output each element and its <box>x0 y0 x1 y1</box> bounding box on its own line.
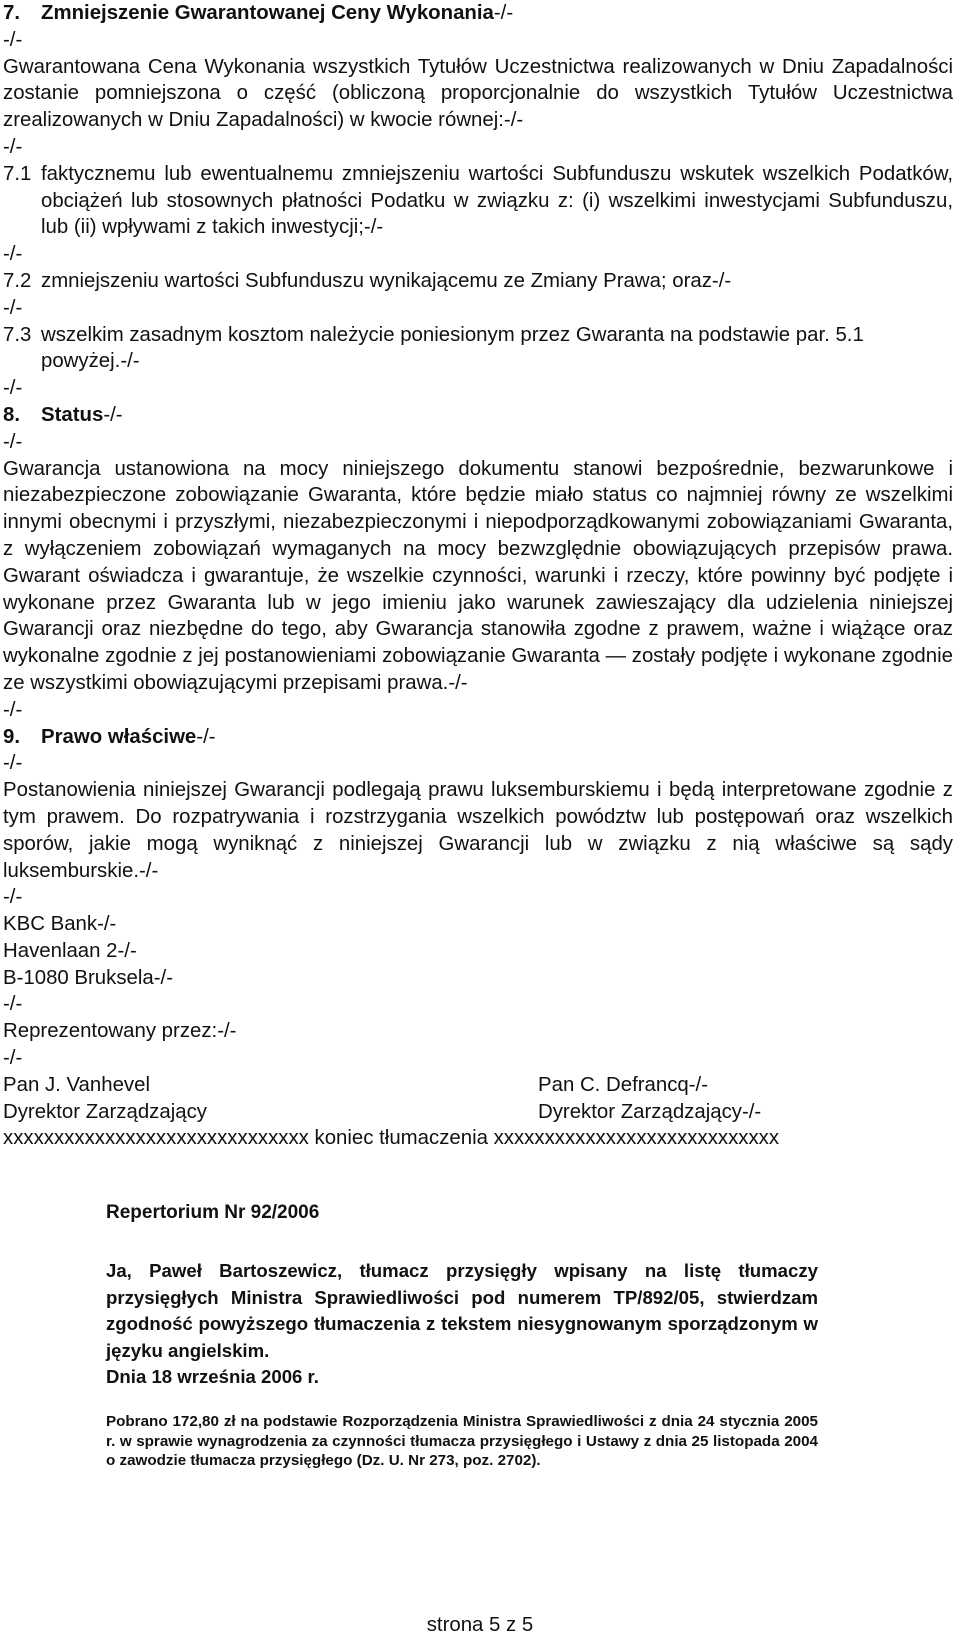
section-title: Prawo właściwe <box>41 725 197 748</box>
item-number: 7.2 <box>3 269 32 292</box>
section-title: Zmniejszenie Gwarantowanej Ceny Wykonania <box>41 2 494 24</box>
separator-marker: -/- <box>3 430 23 453</box>
signatory-title: Dyrektor Zarządzający <box>3 1100 207 1123</box>
section-title: Status <box>41 403 104 426</box>
list-item <box>3 268 953 295</box>
list-item <box>3 322 953 376</box>
item-number: 7.3 <box>3 323 32 346</box>
section-number: 7. <box>3 2 21 24</box>
address-line: KBC Bank-/- <box>3 913 117 936</box>
separator-marker: -/- <box>3 886 23 909</box>
separator-marker: -/- <box>3 243 23 266</box>
separator-marker: -/- <box>3 377 23 400</box>
signatory-titles <box>3 1099 953 1126</box>
separator-marker: -/- <box>3 993 23 1016</box>
item-text: faktycznemu lub ewentualnemu zmniejszeniu wartości Subfunduszu wskutek wszelkich Podatków, obciążeń lub stosownych płatności Podatku w związku z: (i) wszelkimi inwestycjami Subfunduszu, lub (ii) wpływami z takich inwestycji;-/- <box>41 162 953 239</box>
page-number: strona 5 z 5 <box>426 1614 534 1636</box>
section-8-body: Gwarancja ustanowiona na mocy niniejszego dokumentu stanowi bezpośrednie, bezwarunkowe i niezabezpieczone zobowiązanie Gwaranta, które będzie miało status co najmniej równy ze wszelkimi innymi obecnymi i przyszłymi, niezabezpieczonymi i niepodporządkowanymi zobowiązaniami Gwaranta, z wyłączeniem zobowiązań wymaganych na mocy bezwzględnie obowiązujących przepisów prawa. Gwarant oświadcza i gwarantuje, że wszelkie czynności, warunki i rzeczy, które powinny być podjęte i wykonane przez Gwaranta lub w jego imieniu jako warunek zawieszający dla udzielenia niniejszej Gwarancji oraz niezbędne do tego, aby Gwarancja stanowiła zgodne z prawem, ważne i wiążące oraz wykonalne zgodnie z jej postanowieniami zobowiązanie Gwaranta — zostały podjęte i wykonane zgodnie ze wszystkimi obowiązującymi przepisami prawa.-/- <box>3 457 953 694</box>
separator-marker: -/- <box>3 296 23 319</box>
address-line: B-1080 Bruksela-/- <box>3 966 173 989</box>
address-line: Havenlaan 2-/- <box>3 939 137 962</box>
section-marker: -/- <box>196 725 216 748</box>
repertorium-number: Repertorium Nr 92/2006 <box>106 1202 320 1223</box>
item-text: wszelkim zasadnym kosztom należycie poniesionym przez Gwaranta na podstawie par. 5.1 powyżej.-/- <box>41 323 864 373</box>
section-marker: -/- <box>103 403 123 426</box>
signatory-title: Dyrektor Zarządzający-/- <box>538 1100 762 1123</box>
declaration-date: Dnia 18 września 2006 r. <box>106 1366 319 1388</box>
signatory-name: Pan J. Vanhevel <box>3 1073 150 1096</box>
item-text: zmniejszeniu wartości Subfunduszu wynikającemu ze Zmiany Prawa; oraz-/- <box>41 269 732 292</box>
section-7-intro: Gwarantowana Cena Wykonania wszystkich Tytułów Uczestnictwa realizowanych w Dniu Zapadalności zostanie pomniejszona o część (obliczoną proporcjonalnie do wszystkich Tytułów Uczestnictwa zrealizowanych w Dniu Zapadalności) w kwocie równej:-/- <box>3 55 953 132</box>
item-number: 7.1 <box>3 162 32 185</box>
separator-marker: -/- <box>3 135 23 158</box>
separator-marker: -/- <box>3 28 23 51</box>
section-9-body: Postanowienia niniejszej Gwarancji podlegają prawu luksemburskiemu i będą interpretowane zgodnie z tym prawem. Do rozpatrywania i rozstrzygania wszelkich powództw lub postępowań oraz wszelkich sporów, jakie mogą wyniknąć z niniejszej Gwarancji lub w związku z nią właściwe są sądy luksemburskie.-/- <box>3 779 953 882</box>
signatory-name: Pan C. Defrancq-/- <box>538 1073 708 1096</box>
section-9-heading <box>3 724 953 751</box>
section-marker: -/- <box>493 2 514 24</box>
separator-marker: -/- <box>3 1047 23 1070</box>
section-number: 9. <box>3 725 21 748</box>
fee-note: Pobrano 172,80 zł na podstawie Rozporządzenia Ministra Sprawiedliwości z dnia 24 stycznia 2005 r. w sprawie wynagrodzenia za czynności tłumacza przysięgłego i Ustawy z dnia 25 listopada 2004 o zawodzie tłumacza przysięgłego (Dz. U. Nr 273, poz. 2702). <box>106 1413 818 1470</box>
separator-marker: -/- <box>3 698 23 721</box>
list-item <box>3 161 953 241</box>
end-of-translation-marker: xxxxxxxxxxxxxxxxxxxxxxxxxxxxxx koniec tłumaczenia xxxxxxxxxxxxxxxxxxxxxxxxxxxx <box>3 1127 780 1150</box>
document-body <box>3 0 953 1152</box>
signatory-names <box>3 1072 953 1099</box>
separator-marker: -/- <box>3 752 23 775</box>
declaration-text: Ja, Paweł Bartoszewicz, tłumacz przysięgły wpisany na listę tłumaczy przysięgłych Ministra Sprawiedliwości pod numerem TP/892/05, stwierdzam zgodność powyższego tłumaczenia z tekstem niesygnowanym sporządzonym w języku angielskim. <box>106 1260 818 1361</box>
represented-by: Reprezentowany przez:-/- <box>3 1020 237 1043</box>
section-7-heading <box>3 0 953 27</box>
section-8-heading <box>3 402 953 429</box>
translator-declaration <box>106 1258 818 1391</box>
section-number: 8. <box>3 403 21 426</box>
